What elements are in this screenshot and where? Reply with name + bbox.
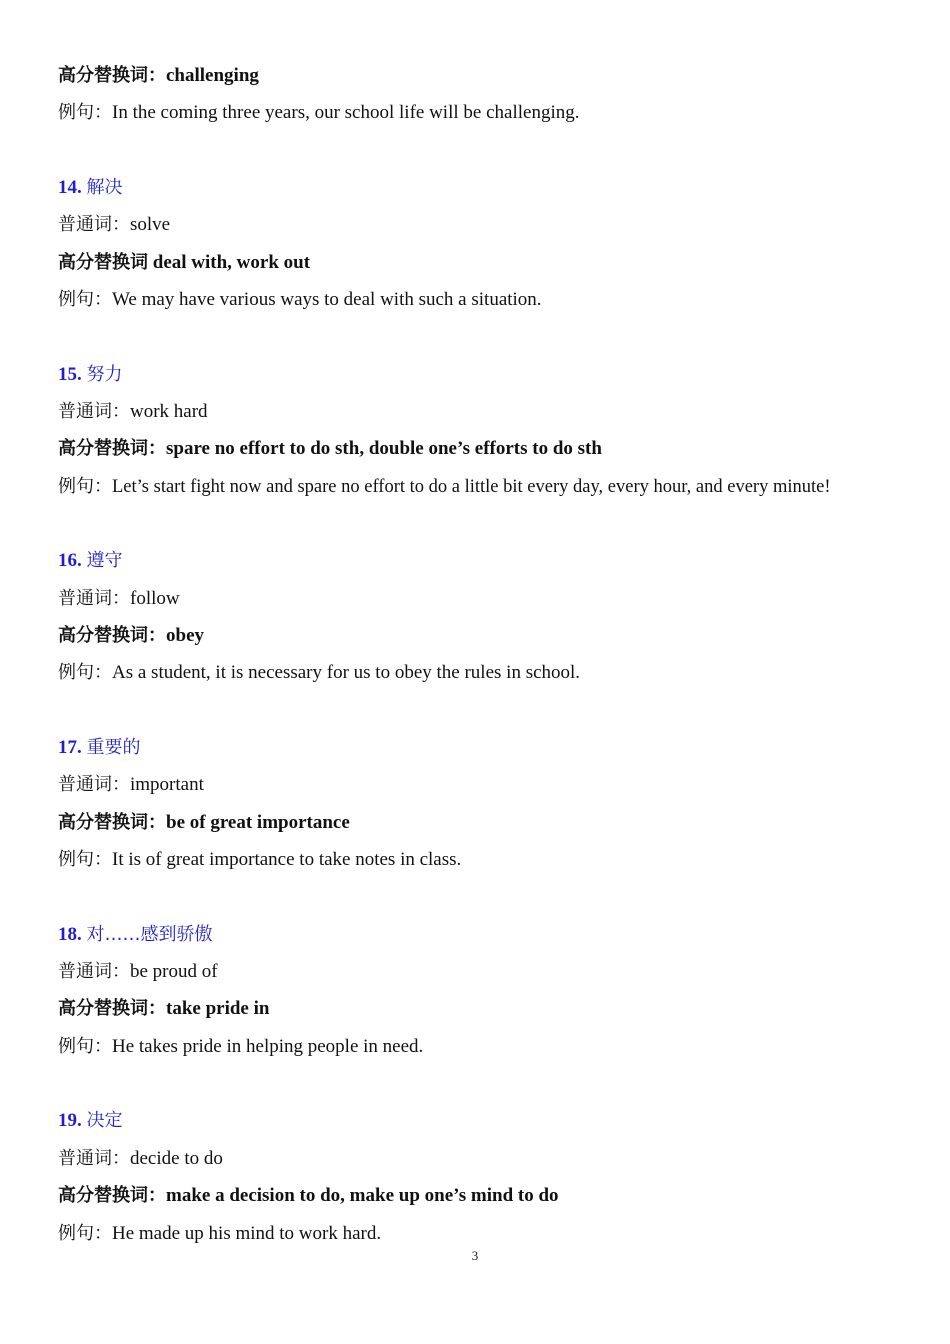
example-line bbox=[58, 1222, 381, 1246]
entry-heading bbox=[58, 176, 123, 200]
common-word-line bbox=[58, 773, 204, 797]
entry-number: 17. bbox=[58, 737, 82, 758]
common-label: 普通词： bbox=[58, 588, 130, 609]
entry-heading bbox=[58, 549, 123, 573]
entry-heading bbox=[58, 1109, 123, 1133]
common-word-line bbox=[58, 587, 180, 611]
example-label: 例句： bbox=[58, 1036, 112, 1057]
advanced-label: 高分替换词： bbox=[58, 65, 166, 86]
common-label: 普通词： bbox=[58, 774, 130, 795]
example-line bbox=[58, 475, 830, 499]
entry-title: 重要的 bbox=[86, 737, 141, 758]
common-value: be proud of bbox=[130, 961, 218, 982]
common-word-line bbox=[58, 400, 208, 424]
common-word-line bbox=[58, 213, 170, 237]
example-line bbox=[58, 848, 461, 872]
common-word-line bbox=[58, 1147, 223, 1171]
example-label: 例句： bbox=[58, 662, 112, 683]
advanced-word-line bbox=[58, 437, 602, 461]
advanced-word-line bbox=[58, 251, 310, 275]
entry-title: 对……感到骄傲 bbox=[86, 924, 213, 945]
advanced-value: challenging bbox=[166, 65, 259, 86]
example-value: In the coming three years, our school life will be challenging. bbox=[112, 102, 580, 123]
example-value: Let’s start fight now and spare no effort to do a little bit every day, every hour, and every minute! bbox=[112, 477, 831, 497]
example-value: He made up his mind to work hard. bbox=[112, 1223, 382, 1244]
common-label: 普通词： bbox=[58, 214, 130, 235]
common-value: follow bbox=[130, 588, 180, 609]
entry-number: 14. bbox=[58, 177, 82, 198]
common-label: 普通词： bbox=[58, 1148, 130, 1169]
example-value: He takes pride in helping people in need. bbox=[112, 1036, 424, 1057]
example-label: 例句： bbox=[58, 289, 112, 310]
example-line bbox=[58, 288, 542, 312]
example-value: We may have various ways to deal with such a situation. bbox=[112, 289, 542, 310]
advanced-value: be of great importance bbox=[166, 812, 350, 833]
advanced-word-line bbox=[58, 997, 269, 1021]
page-number: 3 bbox=[471, 1248, 479, 1263]
example-label: 例句： bbox=[58, 849, 112, 870]
example-line bbox=[58, 1035, 423, 1059]
common-label: 普通词： bbox=[58, 961, 130, 982]
advanced-label: 高分替换词： bbox=[58, 625, 166, 646]
example-line bbox=[58, 101, 579, 125]
advanced-word-line bbox=[58, 624, 204, 648]
advanced-label: 高分替换词： bbox=[58, 812, 166, 833]
common-value: work hard bbox=[130, 401, 208, 422]
example-label: 例句： bbox=[58, 476, 112, 497]
entry-title: 决定 bbox=[86, 1110, 123, 1131]
advanced-value: take pride in bbox=[166, 998, 270, 1019]
advanced-word-line bbox=[58, 1184, 559, 1208]
example-label: 例句： bbox=[58, 102, 112, 123]
advanced-word-line bbox=[58, 811, 350, 835]
example-line bbox=[58, 661, 580, 685]
entry-heading bbox=[58, 923, 213, 947]
common-word-line bbox=[58, 960, 218, 984]
example-value: As a student, it is necessary for us to obey the rules in school. bbox=[112, 662, 581, 683]
common-value: decide to do bbox=[130, 1148, 223, 1169]
advanced-label: 高分替换词： bbox=[58, 998, 166, 1019]
common-value: important bbox=[130, 774, 204, 795]
example-label: 例句： bbox=[58, 1223, 112, 1244]
advanced-label: 高分替换词： bbox=[58, 1185, 166, 1206]
entry-number: 15. bbox=[58, 364, 82, 385]
entry-title: 努力 bbox=[86, 364, 123, 385]
entry-number: 16. bbox=[58, 550, 82, 571]
advanced-value: deal with, work out bbox=[148, 252, 311, 273]
advanced-label: 高分替换词： bbox=[58, 438, 166, 459]
example-value: It is of great importance to take notes in class. bbox=[112, 849, 462, 870]
entry-number: 18. bbox=[58, 924, 82, 945]
entry-heading bbox=[58, 736, 141, 760]
advanced-word-line bbox=[58, 64, 259, 88]
advanced-value: obey bbox=[166, 625, 204, 646]
entry-heading bbox=[58, 363, 123, 387]
entry-title: 遵守 bbox=[86, 550, 123, 571]
advanced-value: spare no effort to do sth, double one’s efforts to do sth bbox=[166, 438, 602, 459]
common-value: solve bbox=[130, 214, 171, 235]
entry-title: 解决 bbox=[86, 177, 123, 198]
advanced-label: 高分替换词 bbox=[58, 252, 148, 273]
common-label: 普通词： bbox=[58, 401, 130, 422]
entry-number: 19. bbox=[58, 1110, 82, 1131]
advanced-value: make a decision to do, make up one’s mind to do bbox=[166, 1185, 559, 1206]
